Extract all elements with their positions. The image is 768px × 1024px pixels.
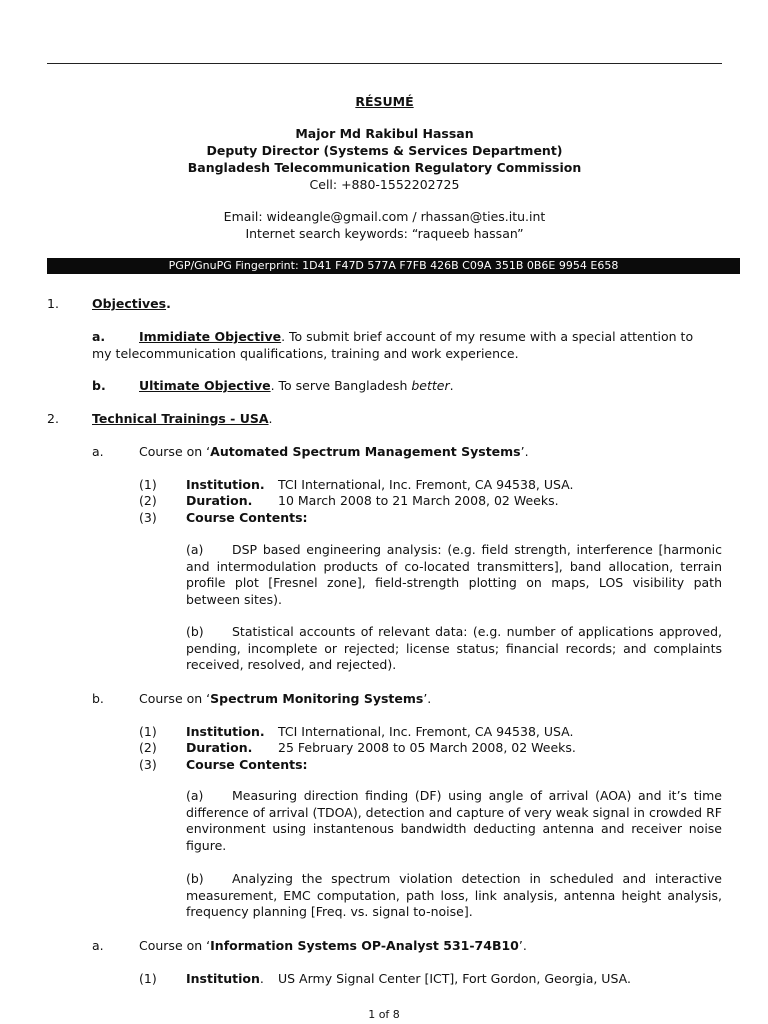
section-title: Objectives [92,296,167,311]
duration-label: Duration. [186,740,253,755]
subsection-letter-text: b. [92,378,106,393]
institution-label: Institution [186,971,260,986]
item-number: (1) [139,971,157,986]
institution-label-period: . [259,971,264,986]
course-content-item [186,788,722,854]
objective-text-cont: my telecommunication qualifications, training and work experience. [92,346,519,361]
course-title-line [139,690,431,707]
course-prefix: Course on ‘ [139,691,211,706]
duration-label: Duration. [186,493,253,508]
contents-label: Course Contents: [186,510,308,525]
subsection-letter [92,328,105,345]
item-number: (1) [139,477,157,492]
item-number: (3) [139,510,157,525]
objective-title: Ultimate Objective [139,378,271,393]
institution-value: TCI International, Inc. Fremont, CA 94538, USA. [278,477,574,492]
item-number: (3) [139,757,157,772]
objective-emphasis: better [411,378,450,393]
subsection-letter-text: a. [92,329,106,344]
section-title-period: . [166,296,171,311]
search-keywords: Internet search keywords: “raqueeb hassan” [245,226,524,241]
section-heading [92,295,171,312]
objective-ultimate [139,377,454,394]
course-title-line [139,443,529,460]
page-number: 1 of 8 [368,1008,400,1021]
course-content-item [186,542,722,608]
course-name: Spectrum Monitoring Systems [210,691,424,706]
course-letter: a. [92,938,104,953]
objective-immediate [139,328,722,345]
contents-label: Course Contents: [186,757,308,772]
section-heading [92,410,273,427]
objective-title: Immidiate Objective [139,329,282,344]
item-number: (2) [139,493,157,508]
content-item-text: Statistical accounts of relevant data: (e.g. number of applications approved, pending, incomplete or rejected; license status; financial records; and complaints received, resolved, and rejected). [186,624,722,673]
course-letter: a. [92,444,104,459]
resume-title: RÉSUMÉ [355,94,414,109]
duration-value: 10 March 2008 to 21 March 2008, 02 Weeks. [278,493,559,508]
email-line: Email: wideangle@gmail.com / rhassan@ties.itu.int [223,209,546,224]
top-rule [47,63,722,64]
course-letter: b. [92,691,104,706]
course-suffix: ’. [518,938,527,953]
section-number: 2. [47,411,59,426]
section-title: Technical Trainings - USA [92,411,269,426]
section-number: 1. [47,296,59,311]
content-item-label: (a) [186,542,204,557]
content-item-label: (b) [186,624,204,639]
course-content-item [186,624,722,674]
course-name: Information Systems OP-Analyst 531-74B10 [210,938,519,953]
content-item-label: (a) [186,788,204,803]
person-name: Major Md Rakibul Hassan [295,126,474,141]
item-number: (1) [139,724,157,739]
institution-value: TCI International, Inc. Fremont, CA 94538, USA. [278,724,574,739]
institution-label: Institution. [186,724,265,739]
course-name: Automated Spectrum Management Systems [210,444,521,459]
institution-label-line [186,970,264,987]
pgp-fingerprint-bar: PGP/GnuPG Fingerprint: 1D41 F47D 577A F7FB 426B C09A 351B 0B6E 9954 E658 [47,258,740,274]
section-title-period: . [268,411,273,426]
cell-number: Cell: +880-1552202725 [309,177,460,192]
objective-text: . To serve Bangladesh [270,378,412,393]
duration-value: 25 February 2008 to 05 March 2008, 02 Weeks. [278,740,576,755]
course-suffix: ’. [520,444,529,459]
institution-label: Institution. [186,477,265,492]
institution-value: US Army Signal Center [ICT], Fort Gordon, Georgia, USA. [278,971,631,986]
person-organization: Bangladesh Telecommunication Regulatory Commission [187,160,582,175]
objective-text: . To submit brief account of my resume with a special attention to [281,329,694,344]
content-item-text: Measuring direction finding (DF) using angle of arrival (AOA) and it’s time difference of arrival (TDOA), detection and capture of very weak signal in crowded RF environment using instantenous bandwidth deducting antenna and receiver noise figure. [186,788,722,853]
course-prefix: Course on ‘ [139,938,211,953]
content-item-label: (b) [186,871,204,886]
content-item-text: DSP based engineering analysis: (e.g. field strength, interference [harmonic and intermodulation products of co-located transmitters], band allocation, terrain profile plot [Fresnel zone], field-strength plotting on maps, LOS visibility path between sites). [186,542,722,607]
course-suffix: ’. [423,691,432,706]
objective-end: . [449,378,454,393]
person-position: Deputy Director (Systems & Services Department) [206,143,563,158]
item-number: (2) [139,740,157,755]
course-content-item [186,871,722,921]
course-title-line [139,937,527,954]
course-prefix: Course on ‘ [139,444,211,459]
content-item-text: Analyzing the spectrum violation detection in scheduled and interactive measurement, EMC computation, path loss, link analysis, antenna height analysis, frequency planning [Freq. vs. signal to-noise]. [186,871,722,920]
